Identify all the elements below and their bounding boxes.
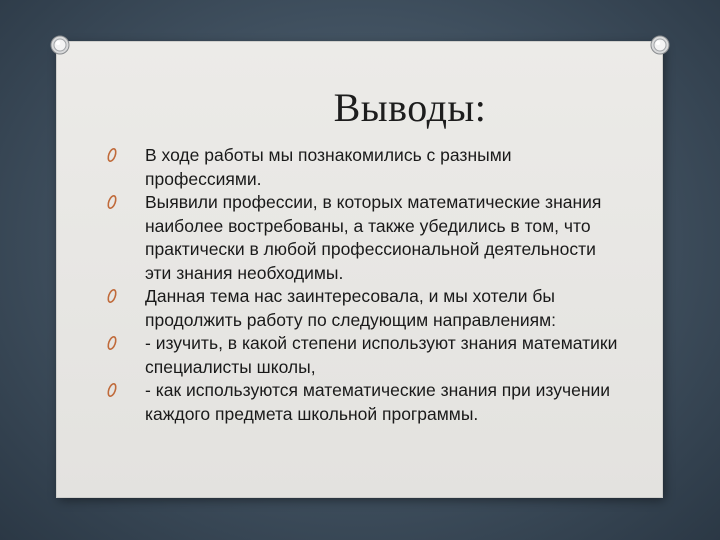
- pushpin-icon: [49, 34, 71, 56]
- bullet-text: Данная тема нас заинтересовала, и мы хотели бы продолжить работу по следующим направлениям:: [145, 286, 556, 330]
- bullet-item: [0, 191, 623, 285]
- bullet-item: [0, 379, 623, 426]
- hollow-ellipse-bullet-icon: [104, 286, 120, 306]
- bullet-text: В ходе работы мы познакомились с разными профессиями.: [145, 145, 512, 189]
- bullet-item: [0, 285, 623, 332]
- bullet-item: [0, 144, 623, 191]
- hollow-ellipse-bullet-icon: [104, 333, 120, 353]
- bullet-text: - изучить, в какой степени используют знания математики специалисты школы,: [145, 333, 618, 377]
- slide-title: Выводы:: [333, 85, 487, 130]
- bullet-text: Выявили профессии, в которых математические знания наиболее востребованы, а также убедились в том, что практически в любой профессиональной деятельности эти знания необходимы.: [145, 192, 602, 283]
- hollow-ellipse-bullet-icon: [104, 145, 120, 165]
- pushpin-icon: [649, 34, 671, 56]
- bullet-item: [0, 332, 623, 379]
- hollow-ellipse-bullet-icon: [104, 192, 120, 212]
- bullet-text: - как используются математические знания при изучении каждого предмета школьной программы.: [145, 380, 611, 424]
- bullet-list: [0, 144, 720, 426]
- hollow-ellipse-bullet-icon: [104, 380, 120, 400]
- slide-title-container: [0, 84, 720, 131]
